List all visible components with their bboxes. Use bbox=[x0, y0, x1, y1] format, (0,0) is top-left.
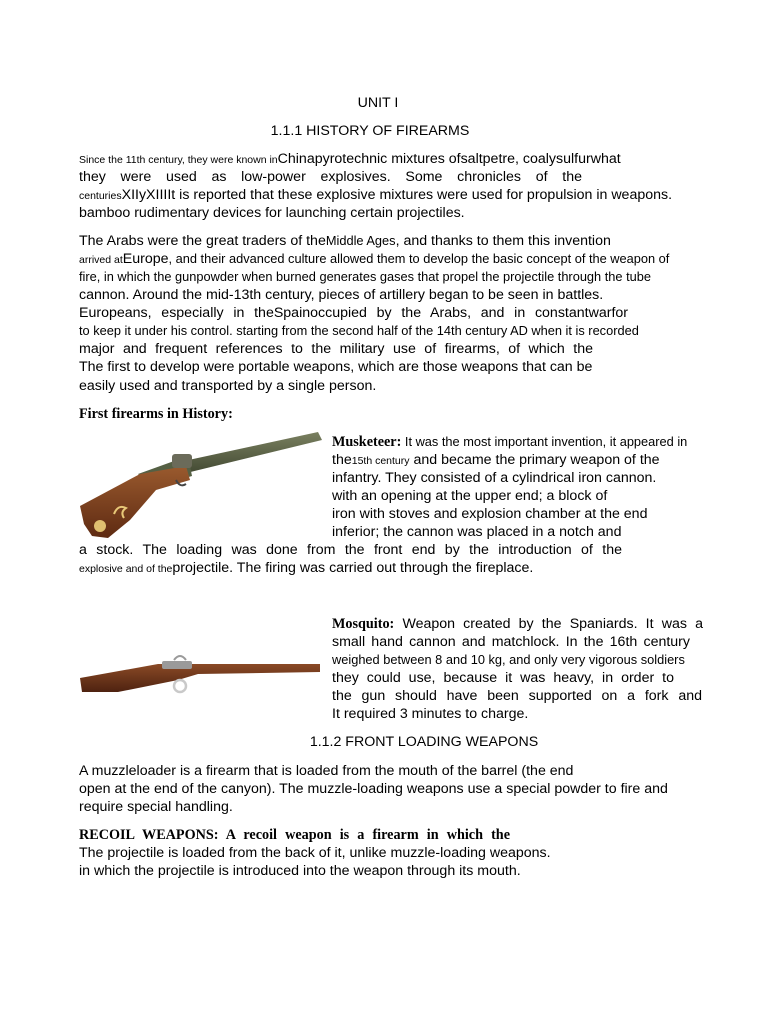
mosquito-term: Mosquito: bbox=[332, 616, 395, 632]
paragraph-2-line-3: fire, in which the gunpowder when burned generates gases that propel the projectile through the tube bbox=[79, 269, 651, 284]
section-heading-1-1-1: 1.1.1 HISTORY OF FIREARMS bbox=[270, 123, 470, 139]
mosquito-line-6: It required 3 minutes to charge. bbox=[332, 706, 529, 722]
paragraph-1-line-4: bamboo rudimentary devices for launching certain projectiles. bbox=[79, 205, 465, 221]
section-heading-1-1-2: 1.1.2 FRONT LOADING WEAPONS bbox=[309, 734, 539, 750]
musketeer-line-4: with an opening at the upper end; a block of bbox=[332, 488, 608, 504]
muzzle-line-3: require special handling. bbox=[79, 799, 233, 815]
recoil-line-3: in which the projectile is introduced into the weapon through its mouth. bbox=[79, 863, 521, 879]
musketeer-term: Musketeer: bbox=[332, 434, 402, 450]
mosquito-gun-image bbox=[78, 652, 322, 698]
paragraph-2-line-8: The first to develop were portable weapons, which are those weapons that can be bbox=[79, 359, 593, 375]
paragraph-2-line-7: major and frequent references to the military use of firearms, of which the bbox=[79, 341, 593, 357]
paragraph-2-line-9: easily used and transported by a single person. bbox=[79, 378, 377, 394]
musketeer-line-1: Musketeer: It was the most important invention, it appeared in bbox=[332, 434, 688, 450]
paragraph-2-line-5: Europeans, especially in theSpainoccupied by the Arabs, and in constantwarfor bbox=[79, 305, 628, 321]
musketeer-line-6: inferior; the cannon was placed in a notch and bbox=[332, 524, 622, 540]
paragraph-1-line-1: Since the 11th century, they were known inChinapyrotechnic mixtures ofsaltpetre, coalysulfurwhat bbox=[79, 151, 621, 167]
recoil-line-2: The projectile is loaded from the back of it, unlike muzzle-loading weapons. bbox=[79, 845, 551, 861]
paragraph-2-line-4: cannon. Around the mid-13th century, pieces of artillery began to be seen in battles. bbox=[79, 287, 604, 303]
musketeer-line-5: iron with stoves and explosion chamber at the end bbox=[332, 506, 648, 522]
recoil-line-1: RECOIL WEAPONS: A recoil weapon is a firearm in which the bbox=[79, 827, 510, 843]
paragraph-2-line-6: to keep it under his control. starting from the second half of the 14th century AD when it is recorded bbox=[79, 323, 639, 338]
mosquito-line-5: the gun should have been supported on a fork and bbox=[332, 688, 702, 704]
mosquito-line-2: small hand cannon and matchlock. In the 16th century bbox=[332, 634, 690, 650]
unit-title: UNIT I bbox=[357, 95, 399, 111]
mosquito-line-4: they could use, because it was heavy, in order to bbox=[332, 670, 674, 686]
paragraph-1-line-3: centuriesXIIyXIIIIt is reported that these explosive mixtures were used for propulsion in weapons. bbox=[79, 187, 673, 203]
musketeer-line-7: a stock. The loading was done from the front end by the introduction of the bbox=[79, 542, 622, 558]
mosquito-line-3: weighed between 8 and 10 kg, and only very vigorous soldiers bbox=[332, 652, 685, 667]
mosquito-line-1: Mosquito: Weapon created by the Spaniards. It was a bbox=[332, 616, 703, 632]
musketeer-line-3: infantry. They consisted of a cylindrical iron cannon. bbox=[332, 470, 657, 486]
musketeer-line-2: the15th century and became the primary weapon of the bbox=[332, 452, 660, 468]
muzzle-line-1: A muzzleloader is a firearm that is loaded from the mouth of the barrel (the end bbox=[79, 763, 574, 779]
paragraph-1-line-2: they were used as low-power explosives. Some chronicles of the bbox=[79, 169, 582, 185]
musketeer-line-8: explosive and of theprojectile. The firing was carried out through the fireplace. bbox=[79, 560, 534, 576]
paragraph-2-line-2: arrived atEurope, and their advanced culture allowed them to develop the basic concept of the weapon of bbox=[79, 251, 670, 267]
paragraph-2-line-1: The Arabs were the great traders of theMiddle Ages, and thanks to them this invention bbox=[79, 233, 611, 249]
muzzle-line-2: open at the end of the canyon). The muzzle-loading weapons use a special powder to fire and bbox=[79, 781, 668, 797]
first-firearms-heading: First firearms in History: bbox=[79, 406, 233, 422]
musket-image bbox=[78, 428, 324, 544]
